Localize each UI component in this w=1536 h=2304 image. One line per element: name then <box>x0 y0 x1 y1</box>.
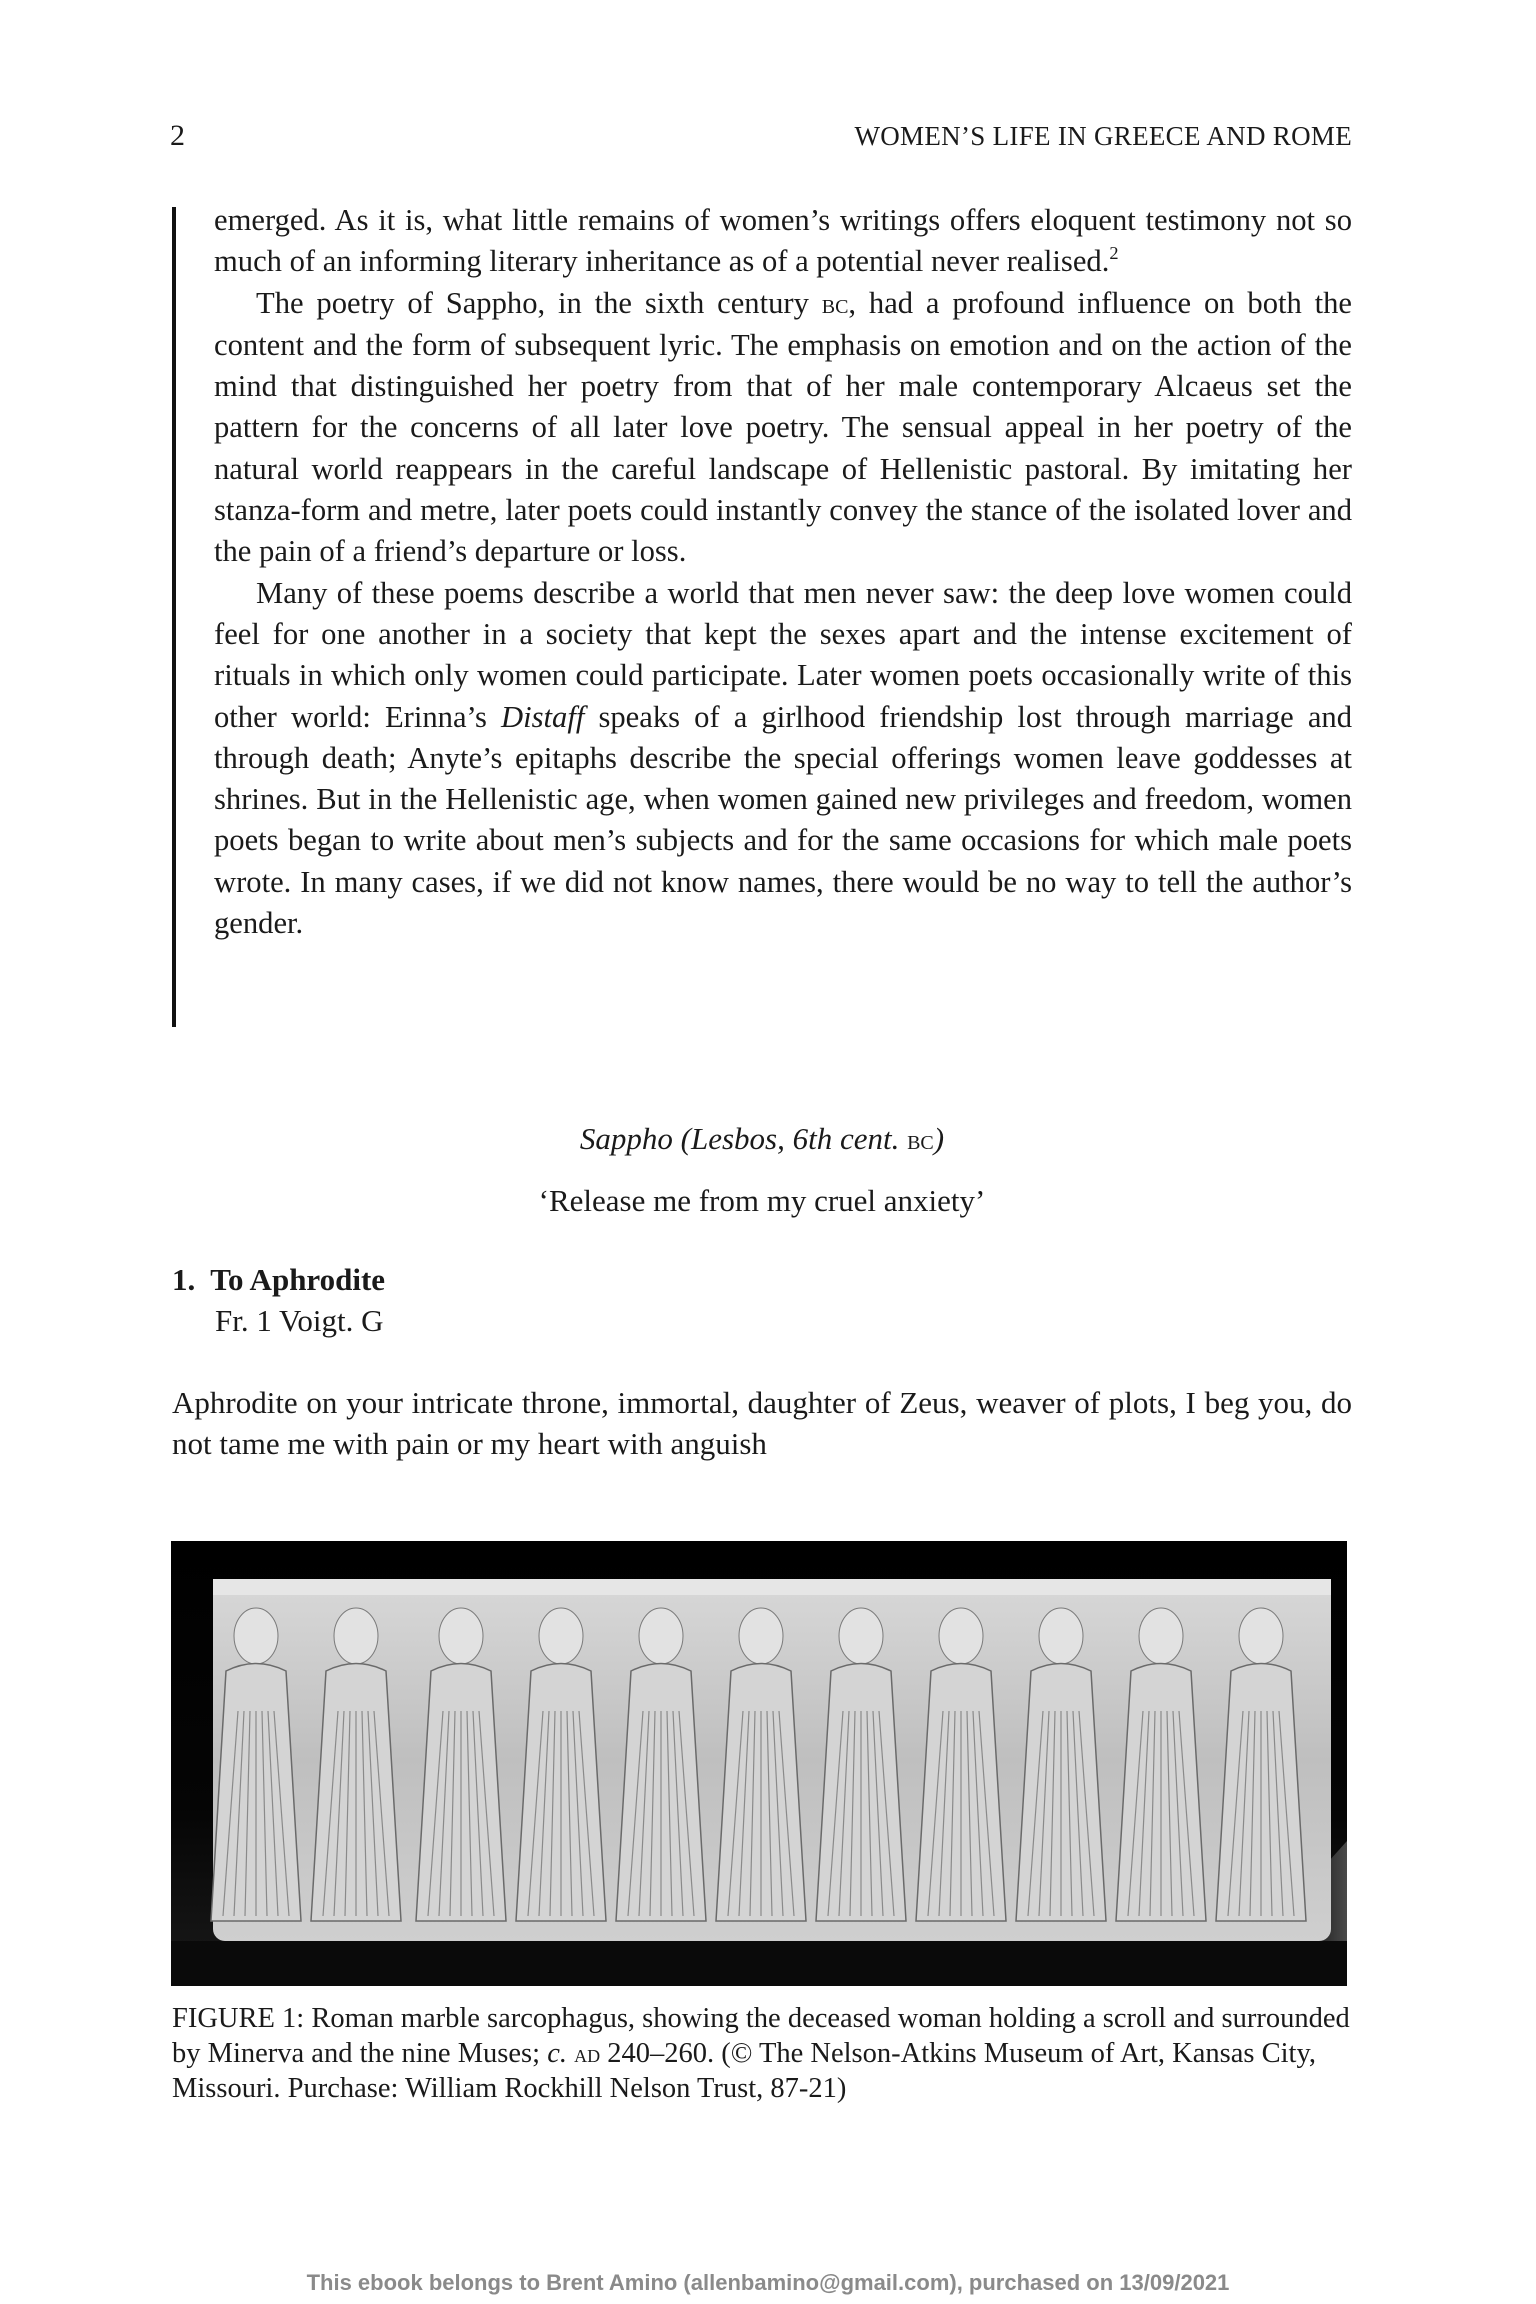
figure-caption: FIGURE 1: Roman marble sarcophagus, showing the deceased woman holding a scroll and surrounded by Minerva and the nine Muses; c. ad 240–260. (© The Nelson-Atkins Museum of Art, Kansas City, Missouri. Purchase: William Rockhill Nelson Trust, 87-21) <box>172 2003 1350 2104</box>
figure-head <box>739 1608 783 1664</box>
figure-head <box>1139 1608 1183 1664</box>
era-abbrev: bc <box>821 288 849 320</box>
work-title: Distaff <box>501 699 585 734</box>
figure-head <box>539 1608 583 1664</box>
ownership-watermark: This ebook belongs to Brent Amino (allenbamino@gmail.com), purchased on 13/09/2021 <box>306 2270 1230 2295</box>
running-title: WOMEN’S LIFE IN GREECE AND ROME <box>854 121 1352 151</box>
figure-head <box>439 1608 483 1664</box>
author-heading: Sappho (Lesbos, 6th cent. bc) <box>579 1121 945 1156</box>
paragraph-2: The poetry of Sappho, in the sixth century bc, had a profound influence on both the content and the form of subsequent lyric. The emphasis on emotion and on the action of the mind that distinguished her poetry from that of her male contemporary Alcaeus set the pattern for the concerns of all later love poetry. The sensual appeal in her poetry of the natural world reappears in the careful landscape of Hellenistic pastoral. By imitating her stanza-form and metre, later poets could instantly convey the stance of the isolated lover and the pain of a friend’s departure or loss. <box>214 285 1352 569</box>
page-number: 2 <box>170 119 185 152</box>
sarcophagus-illustration <box>171 1541 1347 1986</box>
figure-head <box>334 1608 378 1664</box>
footnote-ref[interactable]: 2 <box>1109 243 1119 264</box>
figure-head <box>939 1608 983 1664</box>
epigraph: ‘Release me from my cruel anxiety’ <box>538 1183 986 1218</box>
figure-head <box>1239 1608 1283 1664</box>
paragraph-3: Many of these poems describe a world that men never saw: the deep love women could feel for one another in a society that kept the sexes apart and the intense excitement of rituals in which only women could participate. Later women poets occasionally write of this other world: Erinna’s Distaff speaks of a girlhood friendship lost through marriage and through death; Anyte’s epitaphs describe the special offerings women leave goddesses at shrines. But in the Hellenistic age, when women gained new privileges and freedom, women poets began to write about men’s subjects and for the same occasions for which male poets wrote. In many cases, if we did not know names, there would be no way to tell the author’s gender. <box>214 575 1352 941</box>
change-bar <box>172 207 176 1027</box>
poem-source: Fr. 1 Voigt. G <box>215 1303 384 1338</box>
poem-text: Aphrodite on your intricate throne, immortal, daughter of Zeus, weaver of plots, I beg you, do not tame me with pain or my heart with anguish <box>172 1385 1352 1461</box>
paragraph-1: emerged. As it is, what little remains of women’s writings offers eloquent testimony not so much of an informing literary inheritance as of a potential never realised.$^2$ <box>214 203 1352 279</box>
figure-head <box>839 1608 883 1664</box>
figure-head <box>1039 1608 1083 1664</box>
figure-head <box>639 1608 683 1664</box>
figure-head <box>234 1608 278 1664</box>
plinth <box>171 1941 1347 1986</box>
body-text <box>214 200 1352 944</box>
figure-image <box>171 1541 1347 1986</box>
lid-rim <box>213 1579 1331 1595</box>
poem-title: 1. To Aphrodite <box>172 1262 386 1297</box>
